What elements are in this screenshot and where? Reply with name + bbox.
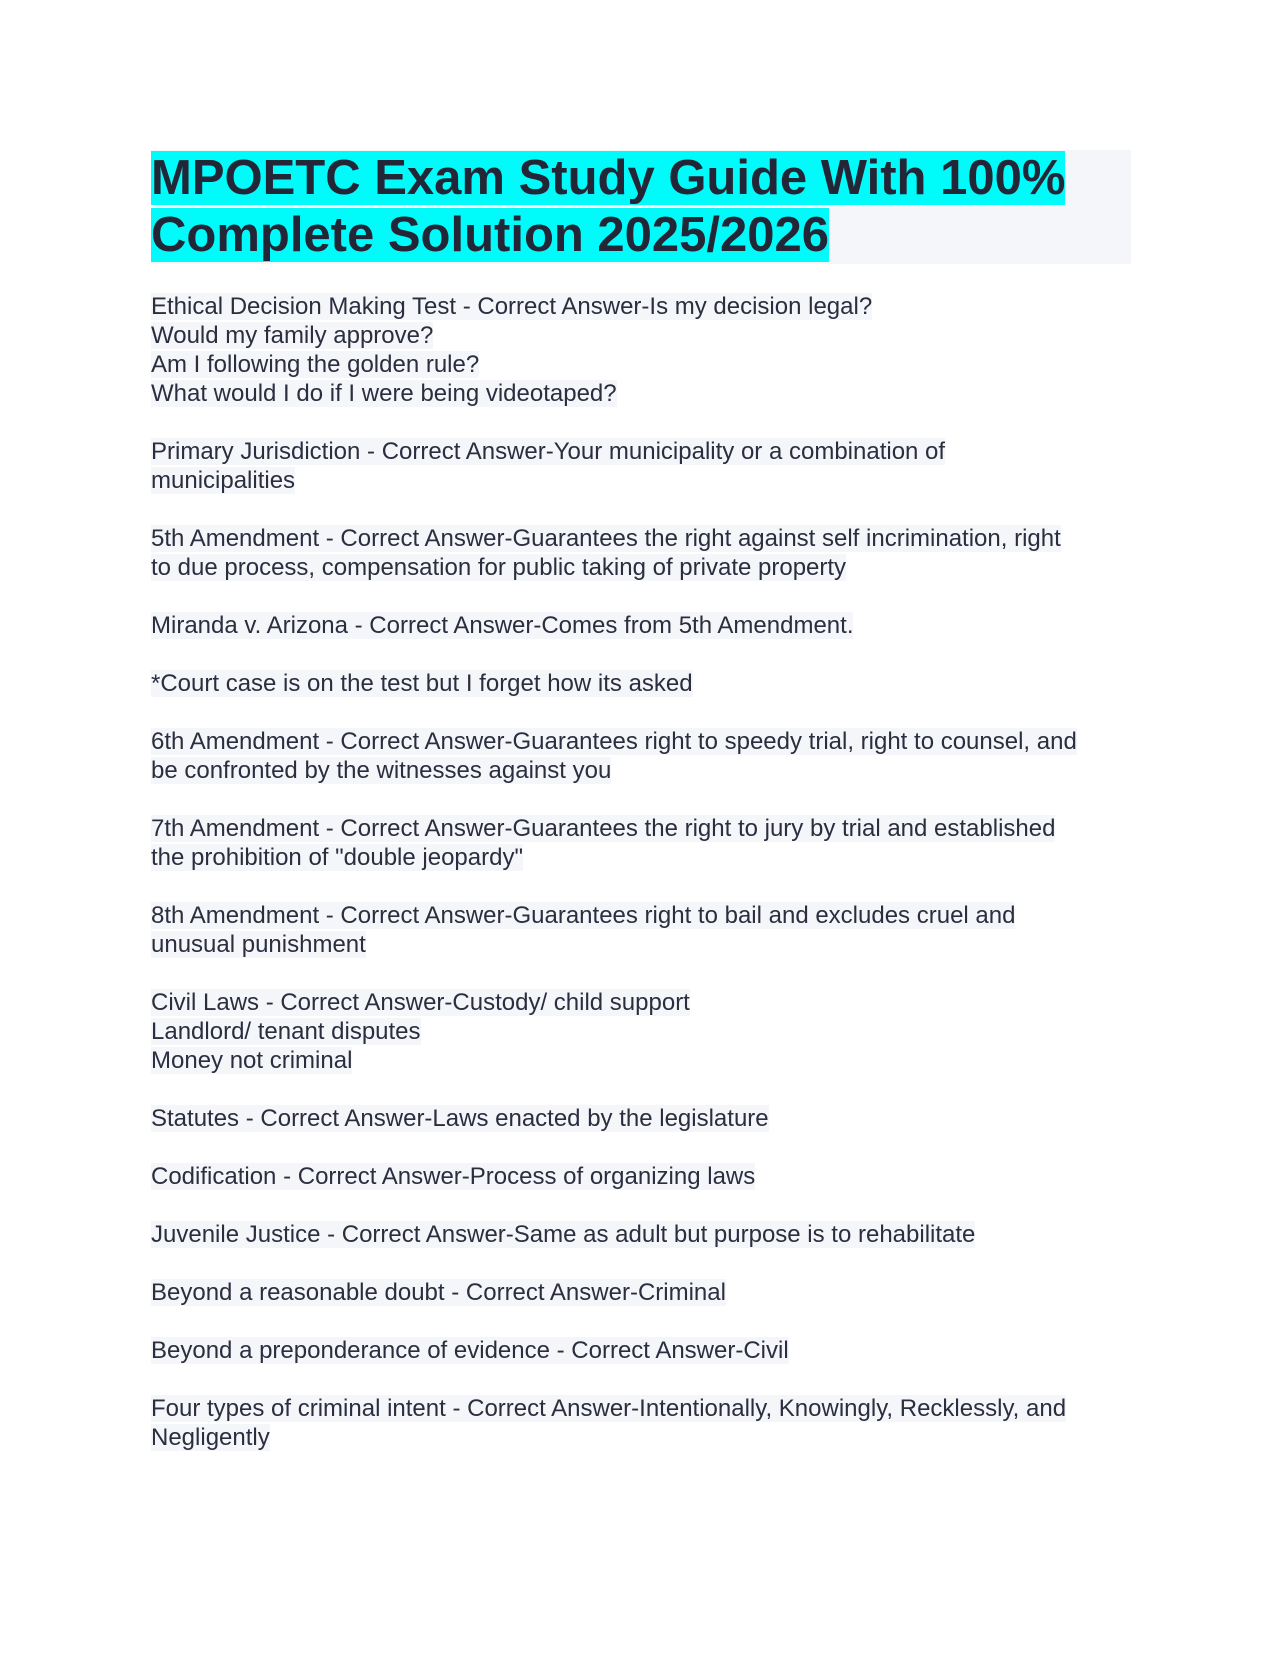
entry-line bbox=[151, 1278, 1131, 1307]
list-item bbox=[151, 988, 1131, 1075]
entry-line-text: the prohibition of "double jeopardy" bbox=[151, 844, 523, 871]
entry-line-text: Statutes - Correct Answer-Laws enacted by the legislature bbox=[151, 1105, 769, 1132]
entry-line bbox=[151, 1162, 1131, 1191]
document-page bbox=[151, 150, 1131, 1481]
entry-line-text: What would I do if I were being videotaped? bbox=[151, 380, 617, 407]
entry-line bbox=[151, 292, 1131, 321]
entry-line bbox=[151, 437, 1131, 466]
list-item bbox=[151, 901, 1131, 959]
entry-line-text: municipalities bbox=[151, 467, 296, 494]
list-item bbox=[151, 1394, 1131, 1452]
entry-line-text: Would my family approve? bbox=[151, 322, 434, 349]
entry-line-text: Beyond a preponderance of evidence - Correct Answer-Civil bbox=[151, 1337, 789, 1364]
entry-line bbox=[151, 1336, 1131, 1365]
entry-line-text: Beyond a reasonable doubt - Correct Answer-Criminal bbox=[151, 1279, 726, 1306]
list-item bbox=[151, 1104, 1131, 1133]
entry-line bbox=[151, 727, 1131, 756]
entry-line bbox=[151, 321, 1131, 350]
entry-line-text: unusual punishment bbox=[151, 931, 366, 958]
entry-line-text: Primary Jurisdiction - Correct Answer-Your municipality or a combination of bbox=[151, 438, 946, 465]
entry-line bbox=[151, 524, 1131, 553]
entry-line bbox=[151, 901, 1131, 930]
list-item bbox=[151, 437, 1131, 495]
entry-line-text: Money not criminal bbox=[151, 1047, 353, 1074]
list-item bbox=[151, 727, 1131, 785]
list-item bbox=[151, 611, 1131, 640]
entry-line bbox=[151, 843, 1131, 872]
entry-line bbox=[151, 466, 1131, 495]
entry-line-text: to due process, compensation for public taking of private property bbox=[151, 554, 847, 581]
list-item bbox=[151, 292, 1131, 408]
list-item bbox=[151, 1336, 1131, 1365]
entry-line-text: Negligently bbox=[151, 1424, 270, 1451]
entry-line bbox=[151, 988, 1131, 1017]
entry-line bbox=[151, 1046, 1131, 1075]
entry-line bbox=[151, 1220, 1131, 1249]
entry-line-text: 6th Amendment - Correct Answer-Guarantees right to speedy trial, right to counsel, and bbox=[151, 728, 1077, 755]
entry-line bbox=[151, 814, 1131, 843]
entry-line-text: 7th Amendment - Correct Answer-Guarantees the right to jury by trial and established bbox=[151, 815, 1056, 842]
entry-line bbox=[151, 1104, 1131, 1133]
entry-line-text: Am I following the golden rule? bbox=[151, 351, 480, 378]
entries-list bbox=[151, 292, 1131, 1452]
entry-line bbox=[151, 611, 1131, 640]
title-block bbox=[151, 150, 1131, 264]
entry-line bbox=[151, 669, 1131, 698]
entry-line bbox=[151, 1423, 1131, 1452]
title-line-2: Complete Solution 2025/2026 bbox=[151, 208, 830, 262]
list-item bbox=[151, 814, 1131, 872]
entry-line-text: Landlord/ tenant disputes bbox=[151, 1018, 421, 1045]
entry-line bbox=[151, 1017, 1131, 1046]
list-item bbox=[151, 1220, 1131, 1249]
entry-line-text: Ethical Decision Making Test - Correct Answer-Is my decision legal? bbox=[151, 293, 873, 320]
entry-line-text: Civil Laws - Correct Answer-Custody/ child support bbox=[151, 989, 690, 1016]
entry-line bbox=[151, 1394, 1131, 1423]
entry-line-text: be confronted by the witnesses against you bbox=[151, 757, 612, 784]
entry-line bbox=[151, 379, 1131, 408]
list-item bbox=[151, 524, 1131, 582]
entry-line-text: Miranda v. Arizona - Correct Answer-Comes from 5th Amendment. bbox=[151, 612, 854, 639]
entry-line bbox=[151, 350, 1131, 379]
entry-line bbox=[151, 930, 1131, 959]
entry-line-text: 5th Amendment - Correct Answer-Guarantees the right against self incrimination, right bbox=[151, 525, 1061, 552]
list-item bbox=[151, 1162, 1131, 1191]
list-item bbox=[151, 1278, 1131, 1307]
entry-line-text: Juvenile Justice - Correct Answer-Same as adult but purpose is to rehabilitate bbox=[151, 1221, 976, 1248]
entry-line-text: Codification - Correct Answer-Process of organizing laws bbox=[151, 1163, 756, 1190]
entry-line-text: *Court case is on the test but I forget how its asked bbox=[151, 670, 693, 697]
title-line-1: MPOETC Exam Study Guide With 100% bbox=[151, 151, 1066, 205]
entry-line bbox=[151, 553, 1131, 582]
entry-line bbox=[151, 756, 1131, 785]
list-item bbox=[151, 669, 1131, 698]
entry-line-text: Four types of criminal intent - Correct Answer-Intentionally, Knowingly, Recklessly, and bbox=[151, 1395, 1067, 1422]
entry-line-text: 8th Amendment - Correct Answer-Guarantees right to bail and excludes cruel and bbox=[151, 902, 1016, 929]
page-title bbox=[151, 150, 1131, 264]
